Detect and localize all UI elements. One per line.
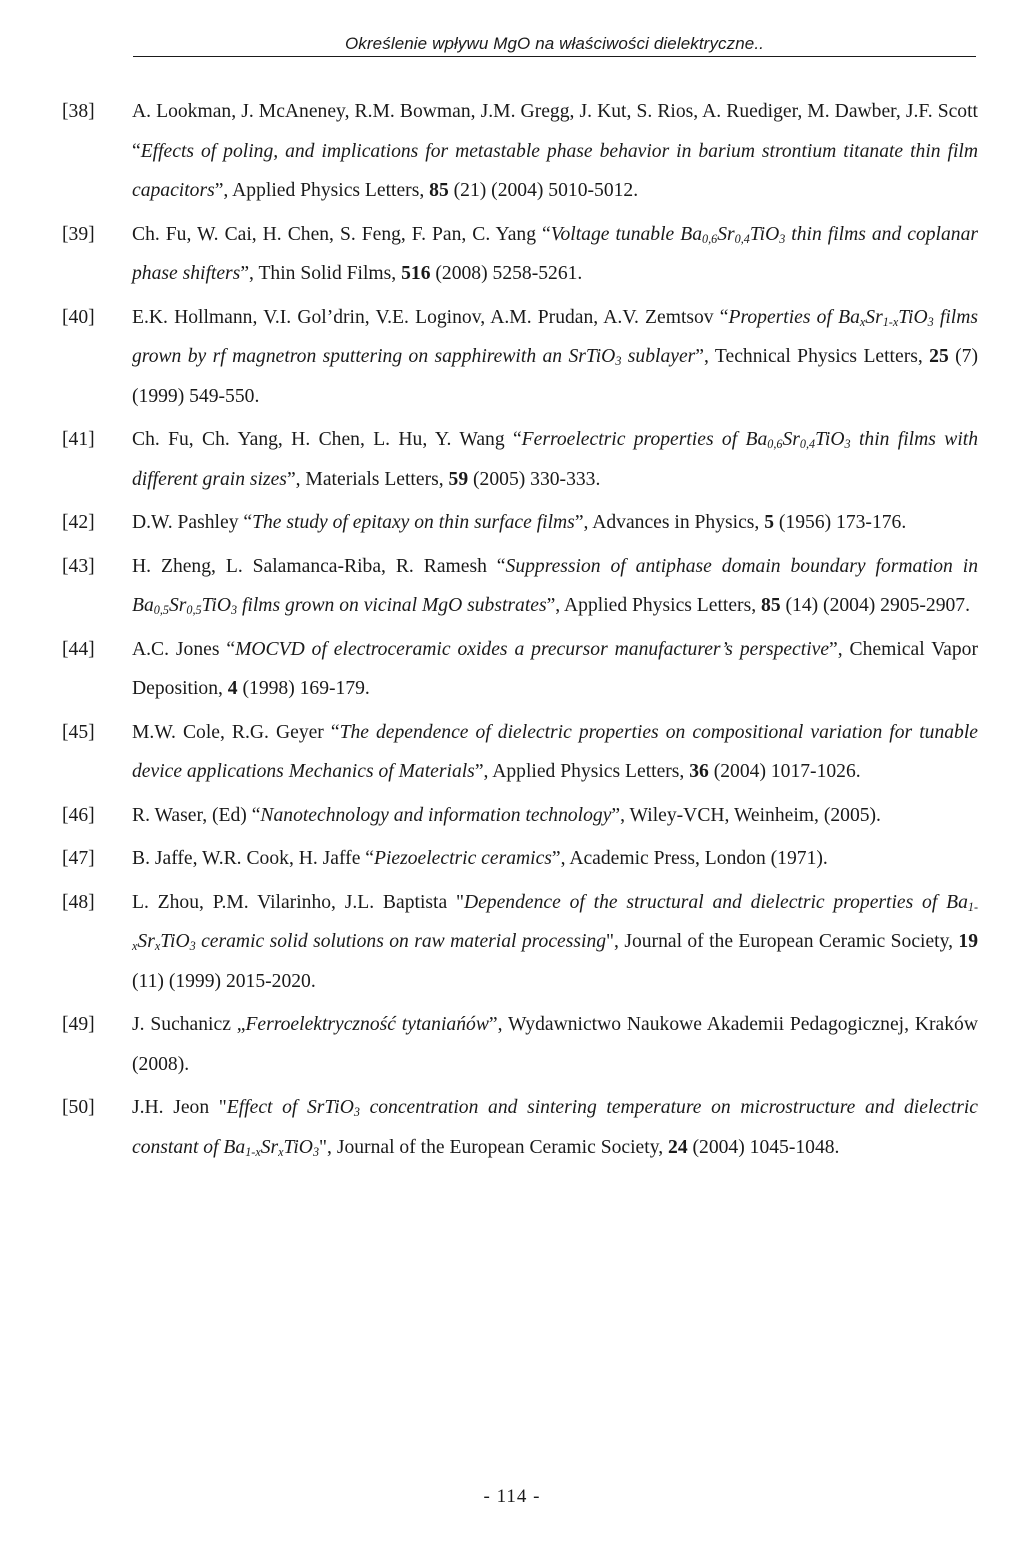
reference-text-segment: Nanotechnology and information technology (260, 804, 612, 826)
reference-entry (62, 883, 978, 1002)
reference-text-segment: 85 (429, 180, 449, 201)
reference-text-segment: 1-x (132, 899, 978, 954)
reference-text-segment: Ferroelectric properties of Ba (521, 429, 768, 450)
reference-entry (62, 796, 978, 836)
reference-text-segment: 59 (448, 468, 469, 490)
reference-text-segment: 3 (927, 314, 934, 329)
reference-text-segment: thin films and coplanar phase shifters (132, 223, 978, 284)
reference-number: [38] (62, 101, 95, 122)
reference-text-segment: Ch. Fu, W. Cai, H. Chen, S. Feng, F. Pan, C. Yang “ (132, 223, 551, 245)
reference-entry (62, 503, 978, 543)
reference-text-segment: M.W. Cole, R.G. Geyer “ (132, 721, 340, 743)
reference-number: [43] (62, 555, 95, 577)
reference-number: [49] (62, 1014, 95, 1035)
reference-text-segment: A.C. Jones “ (132, 638, 236, 660)
reference-text-segment: ”, Applied Physics Letters, (214, 180, 430, 201)
reference-text-segment: E.K. Hollmann, V.I. Gol’drin, V.E. Loginov, A.M. Prudan, A.V. Zemtsov “ (132, 306, 729, 328)
reference-text-segment: films grown on vicinal MgO substrates (237, 595, 547, 616)
reference-entry (62, 215, 978, 294)
reference-text-segment: Effect of SrTiO (226, 1097, 354, 1118)
reference-text-segment: 25 (929, 346, 949, 367)
reference-text-segment: 36 (689, 761, 709, 782)
reference-text-segment: ”, Academic Press, London (1971). (551, 848, 828, 869)
page-number: - 114 - (483, 1486, 541, 1507)
reference-text-segment: (2005) 330-333. (468, 468, 601, 490)
reference-text-segment: The dependence of dielectric properties on compositional variation for tunable device applications Mechanics of Materials (132, 721, 978, 782)
reference-text-segment: ", Journal of the European Ceramic Society, (319, 1136, 669, 1158)
reference-text-segment: 1-x (245, 1144, 261, 1159)
reference-text-segment: ”, Wiley-VCH, Weinheim, (2005). (611, 804, 881, 826)
reference-text-segment: Sr (168, 595, 187, 616)
reference-text-segment: Sr (260, 1136, 279, 1158)
reference-text-segment: 516 (401, 263, 431, 284)
reference-text-segment: (14) (2004) 2905-2907. (780, 595, 970, 616)
reference-text-segment: Sr (865, 306, 883, 328)
reference-text-segment: ”, Applied Physics Letters, (546, 595, 762, 616)
reference-text-segment: 85 (761, 595, 781, 616)
reference-text-segment: (11) (1999) 2015-2020. (132, 970, 316, 992)
reference-text-segment: Sr (717, 223, 735, 245)
reference-number: [46] (62, 804, 95, 826)
reference-text (132, 630, 978, 709)
reference-text-segment: (1956) 173-176. (774, 512, 907, 533)
reference-text-segment: B. Jaffe, W.R. Cook, H. Jaffe “ (132, 848, 374, 869)
reference-text-segment: (1998) 169-179. (237, 678, 370, 699)
reference-text-segment: (2008) 5258-5261. (430, 263, 583, 284)
reference-entry (62, 630, 978, 709)
reference-text-segment: ”, Chemical Vapor Deposition, (132, 638, 978, 699)
reference-text (132, 1088, 978, 1167)
reference-text (132, 92, 978, 211)
reference-number: [44] (62, 638, 95, 660)
reference-text-segment: ”, Technical Physics Letters, (695, 346, 930, 367)
reference-text-segment: 19 (958, 931, 978, 952)
reference-text-segment: TiO (815, 429, 845, 450)
reference-text-segment: x (154, 939, 161, 954)
reference-text-segment: 0,6 (702, 231, 718, 246)
reference-text-segment: ”, Advances in Physics, (574, 512, 765, 533)
reference-entry (62, 547, 978, 626)
reference-text (132, 547, 978, 626)
reference-text-segment: 0,5 (153, 603, 169, 618)
reference-text-segment: 3 (844, 437, 851, 452)
reference-text (132, 215, 978, 294)
reference-text-segment: Effects of poling, and implications for metastable phase behavior in barium strontium titanate thin film capacitors (132, 140, 978, 201)
reference-text-segment: ", Journal of the European Ceramic Society, (606, 931, 959, 952)
reference-text-segment: Piezoelectric ceramics (374, 848, 552, 869)
reference-text (132, 883, 978, 1002)
reference-list (62, 92, 978, 1171)
reference-text-segment: Sr (782, 429, 800, 450)
reference-text-segment: MOCVD of electroceramic oxides a precursor manufacturer’s perspective (235, 638, 830, 660)
reference-text-segment: 0,5 (186, 603, 202, 618)
reference-text-segment: 0,4 (734, 231, 750, 246)
reference-number: [45] (62, 721, 95, 743)
reference-text-segment: Properties of Ba (728, 306, 860, 328)
reference-entry (62, 92, 978, 211)
reference-text-segment: concentration and sintering temperature on microstructure and dielectric constant of Ba (132, 1097, 978, 1158)
reference-text-segment: Suppression of antiphase domain boundary formation in Ba (132, 555, 978, 616)
reference-number: [48] (62, 891, 95, 913)
reference-text-segment: 3 (312, 1144, 320, 1159)
reference-text-segment: Voltage tunable Ba (550, 223, 702, 245)
reference-entry (62, 713, 978, 792)
reference-text-segment: x (278, 1144, 284, 1159)
reference-text (132, 839, 978, 879)
reference-text-segment: ”, Thin Solid Films, (240, 263, 402, 284)
reference-text-segment: TiO (749, 223, 780, 245)
reference-text-segment: D.W. Pashley “ (132, 512, 253, 533)
reference-number: [41] (62, 429, 95, 450)
reference-text-segment: 4 (227, 678, 238, 699)
reference-text-segment: 1-x (882, 314, 899, 329)
reference-text-segment: ”, Wydawnictwo Naukowe Akademii Pedagogicznej, Kraków (2008). (132, 1014, 978, 1075)
reference-text-segment: TiO (201, 595, 231, 616)
reference-text-segment: 0,6 (767, 437, 783, 452)
reference-text-segment: 5 (764, 512, 774, 533)
reference-text (132, 796, 978, 836)
reference-text-segment: The study of epitaxy on thin surface films (252, 512, 575, 533)
reference-text-segment: 3 (615, 354, 622, 369)
reference-text-segment: TiO (160, 931, 190, 952)
reference-number: [39] (62, 223, 95, 245)
reference-text-segment: R. Waser, (Ed) “ (132, 804, 261, 826)
reference-text-segment: 0,4 (799, 437, 816, 452)
reference-text-segment: Ferroelektryczność tytaniańów (245, 1014, 489, 1035)
reference-text-segment: Dependence of the structural and dielectric properties of Ba (463, 891, 968, 913)
reference-text-segment: J. Suchanicz „ (132, 1014, 246, 1035)
reference-text-segment: ceramic solid solutions on raw material processing (195, 931, 607, 952)
reference-text-segment: 3 (779, 231, 786, 246)
reference-text-segment: ”, Applied Physics Letters, (474, 761, 690, 782)
reference-text-segment: 3 (231, 603, 238, 618)
reference-number: [47] (62, 848, 95, 869)
running-header-title: Określenie wpływu MgO na właściwości dielektryczne.. (344, 34, 764, 53)
reference-text (132, 1005, 978, 1084)
reference-text-segment: TiO (898, 306, 928, 328)
reference-entry (62, 1005, 978, 1084)
reference-text-segment: ”, Materials Letters, (286, 468, 449, 490)
reference-number: [40] (62, 306, 95, 328)
reference-text-segment: films grown by rf magnetron sputtering on sapphirewith an SrTiO (132, 306, 979, 367)
reference-entry (62, 420, 978, 499)
reference-text-segment: 3 (189, 939, 196, 954)
reference-text-segment: J.H. Jeon " (132, 1097, 227, 1118)
reference-number: [42] (62, 512, 95, 533)
reference-entry (62, 839, 978, 879)
reference-text-segment: x (859, 314, 866, 329)
reference-text (132, 420, 978, 499)
reference-text-segment: thin films with different grain sizes (132, 429, 979, 490)
reference-text-segment: (7) (1999) 549-550. (132, 346, 978, 407)
header-rule (133, 56, 976, 57)
reference-text-segment: 3 (353, 1105, 360, 1120)
reference-text-segment: TiO (283, 1136, 313, 1158)
reference-text-segment: H. Zheng, L. Salamanca-Riba, R. Ramesh “ (132, 555, 506, 577)
reference-text-segment: Ch. Fu, Ch. Yang, H. Chen, L. Hu, Y. Wang “ (132, 429, 522, 450)
reference-text-segment: L. Zhou, P.M. Vilarinho, J.L. Baptista " (132, 891, 464, 913)
reference-number: [50] (62, 1097, 95, 1118)
reference-text (132, 503, 978, 543)
reference-text-segment: (21) (2004) 5010-5012. (448, 180, 639, 201)
reference-text-segment: sublayer (621, 346, 696, 367)
reference-text-segment: A. Lookman, J. McAneney, R.M. Bowman, J.M. Gregg, J. Kut, S. Rios, A. Ruediger, M. Dawber, J.F. Scott “ (132, 101, 978, 162)
reference-text (132, 713, 978, 792)
reference-text (132, 298, 978, 417)
reference-text-segment: 24 (668, 1136, 688, 1158)
reference-text-segment: Sr (137, 931, 155, 952)
reference-text-segment: (2004) 1045-1048. (687, 1136, 840, 1158)
reference-entry (62, 1088, 978, 1167)
reference-text-segment: (2004) 1017-1026. (708, 761, 861, 782)
reference-entry (62, 298, 978, 417)
